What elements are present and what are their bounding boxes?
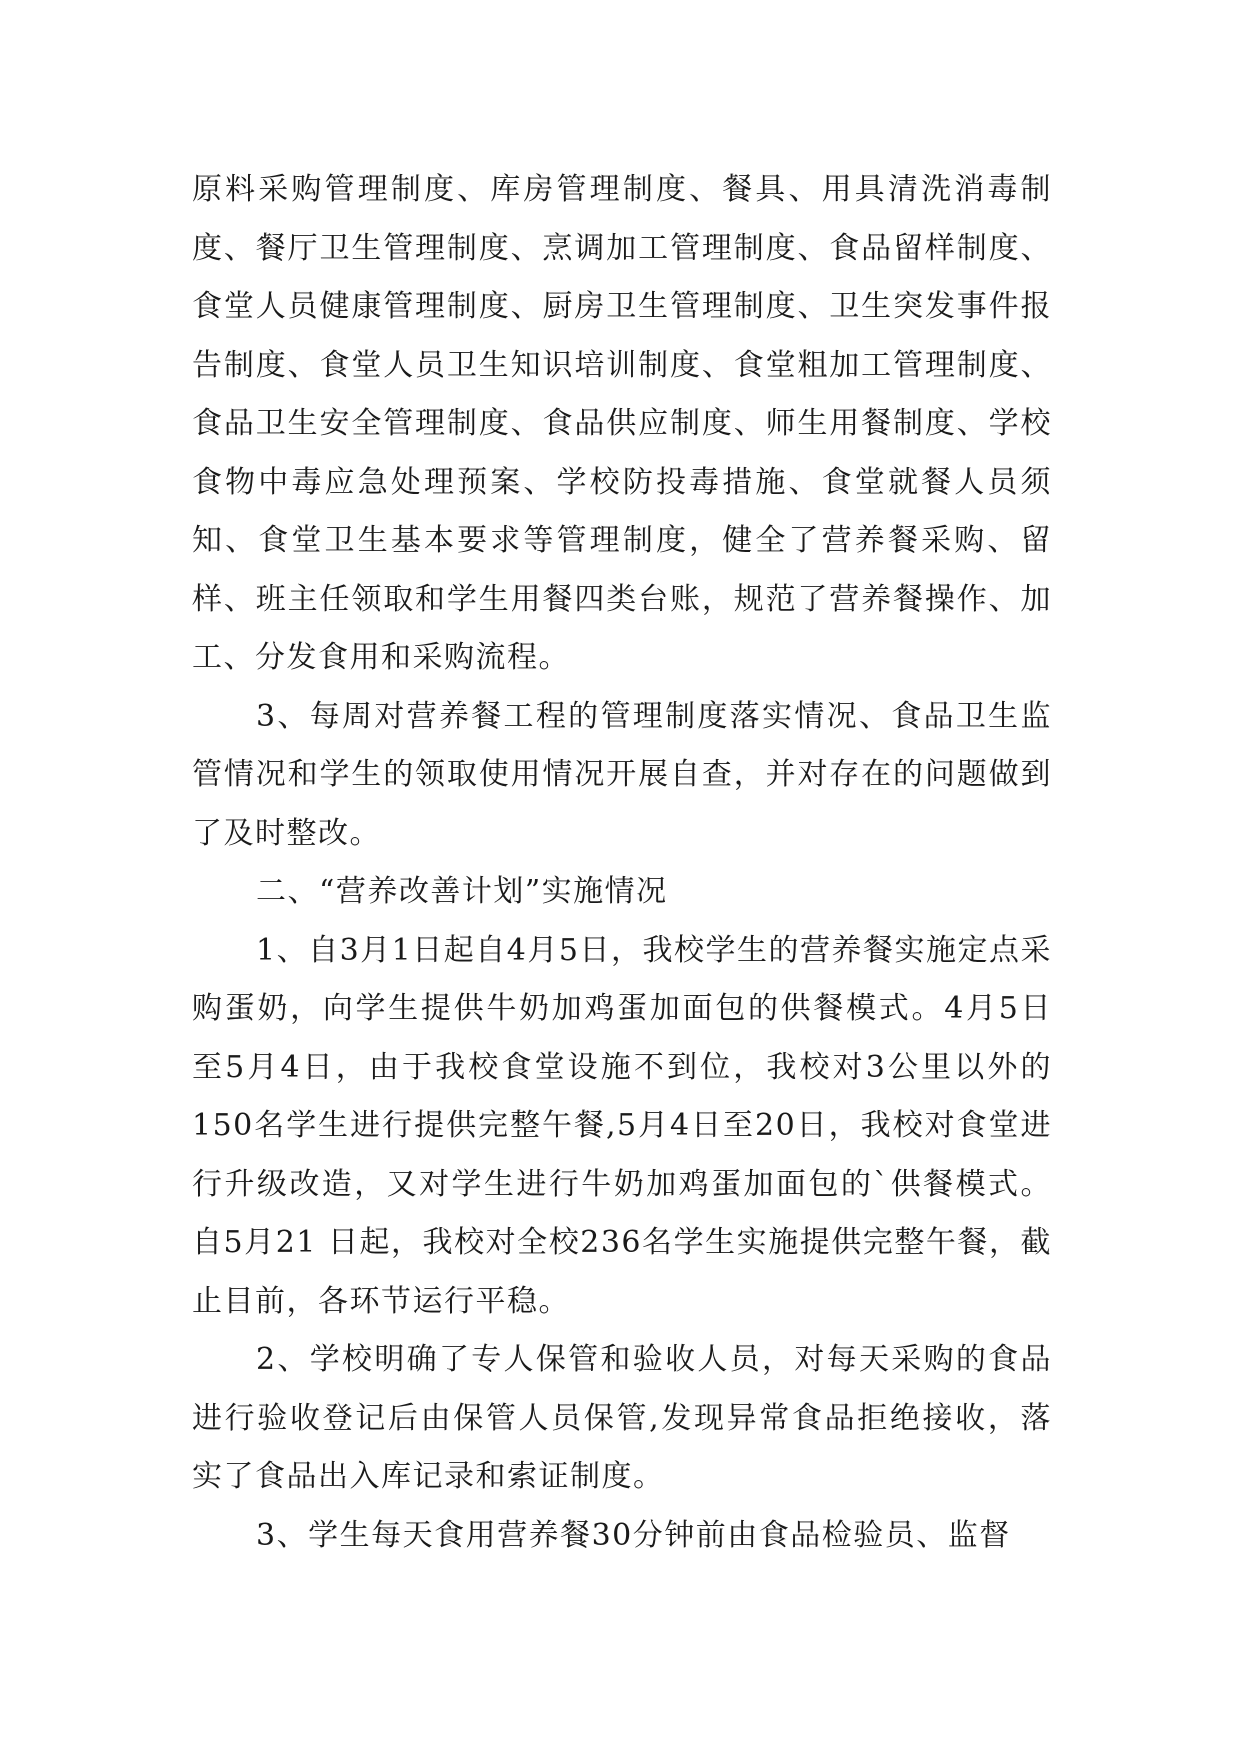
section-heading-implementation: 二、“营养改善计划”实施情况 bbox=[256, 874, 668, 909]
paragraph-meal-inspection: 3、学生每天食用营养餐30分钟前由食品检验员、监督 bbox=[256, 1517, 1011, 1553]
paragraph-weekly-self-inspection: 3、每周对营养餐工程的管理制度落实情况、食品卫生监管情况和学生的领取使用情况开展自查，并对存在的问题做到了及时整改。 bbox=[192, 698, 1052, 851]
paragraph-meal-schedule: 1、自3月1日起自4月5日，我校学生的营养餐实施定点采购蛋奶，向学生提供牛奶加鸡蛋加面包的供餐模式。4月5日至5月4日，由于我校食堂设施不到位，我校对3公里以外的150名学生进行提供完整午餐,5月4日至20日，我校对食堂进行升级改造，又对学生进行牛奶加鸡蛋加面包的`供餐模式。自5月21 日起，我校对全校236名学生实施提供完整午餐，截止目前，各环节运行平稳。 bbox=[192, 932, 1052, 1319]
paragraph-management-systems: 原料采购管理制度、库房管理制度、餐具、用具清洗消毒制度、餐厅卫生管理制度、烹调加工管理制度、食品留样制度、食堂人员健康管理制度、厨房卫生管理制度、卫生突发事件报告制度、食堂人员卫生知识培训制度、食堂粗加工管理制度、食品卫生安全管理制度、食品供应制度、师生用餐制度、学校食物中毒应急处理预案、学校防投毒措施、食堂就餐人员须知、食堂卫生基本要求等管理制度，健全了营养餐采购、留样、班主任领取和学生用餐四类台账，规范了营养餐操作、加工、分发食用和采购流程。 bbox=[192, 172, 1052, 675]
paragraph-food-acceptance: 2、学校明确了专人保管和验收人员，对每天采购的食品进行验收登记后由保管人员保管,发现异常食品拒绝接收，落实了食品出入库记录和索证制度。 bbox=[192, 1342, 1052, 1494]
document-body bbox=[192, 161, 1052, 1565]
